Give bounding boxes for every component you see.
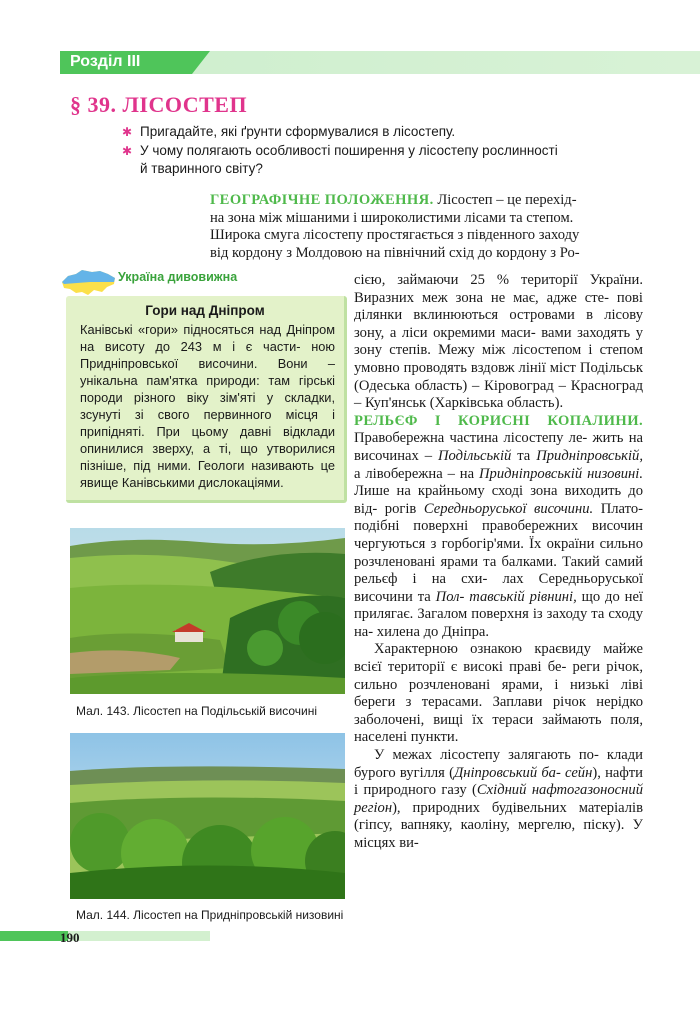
footer-tab (0, 931, 68, 941)
relief-term: Середньоруської височини. (423, 500, 594, 517)
minerals-text: У межах лісостепу залягають по- клади бурого вугілля ( (354, 747, 643, 781)
relief-text: Лише на крайньому сході зона виходить до від- рогів (354, 483, 643, 517)
landscape-paragraph: Характерною ознакою краєвиду майже всієї території є високі праві бе- реги річок, сильно розчленовані ярами, і низькі ліві береги з терасами. Заплави річок нерідко заболочені, вищі їх тераси займають поля, населені пункти. (354, 641, 643, 746)
bullet-icon: ✱ (122, 144, 133, 158)
relief-text: що до неї прилягає. Загалом поверхня із заходу та сходу на- хилена до Дніпра. (354, 588, 643, 640)
geo-line: Широка смуга лісостепу простягається з південного заходу (210, 227, 580, 244)
relief-text: а лівобережна – на (354, 465, 475, 482)
sidebar-title: Гори над Дніпром (145, 303, 265, 318)
sidebar-header: Україна дивовижна (118, 270, 238, 284)
question-item (118, 123, 638, 141)
question-item (118, 142, 638, 178)
geo-line: від кордону з Молдовою на північний схід до кордону з Ро- (210, 244, 580, 261)
geo-position-block (210, 192, 643, 262)
figure-caption: Мал. 143. Лісостеп на Подільській височині (76, 704, 318, 718)
question-text: Пригадайте, які ґрунти сформувалися в лісостепу. (140, 124, 456, 139)
geo-line1: Лісостеп – це перехід- (437, 192, 577, 208)
forest-steppe-prydniprovska-photo (70, 733, 345, 899)
geo-heading: ГЕОГРАФІЧНЕ ПОЛОЖЕННЯ. (210, 192, 434, 208)
relief-heading: РЕЛЬЄФ І КОРИСНІ КОПАЛИНИ. (354, 412, 643, 429)
relief-term: Придніпровській, (536, 447, 643, 464)
question-text-cont: й тваринного світу? (140, 161, 263, 176)
section-label: Розділ ІІІ (70, 53, 141, 70)
review-questions (118, 123, 638, 179)
lesson-title: § 39. ЛІСОСТЕП (70, 92, 248, 117)
geo-line: на зона між мішаними і широколистими лісами та степом. (210, 209, 574, 226)
minerals-term: Східний нафтогазоносний регіон (354, 782, 643, 816)
relief-text: Плато- подібні поверхні правобережних височин чергуються з горбогір'ями. Їх окраїни сильно розчленовані ярами та балками. Такий самий рельєф і на схи- лах Середньоруської височини та (354, 500, 643, 605)
bullet-icon: ✱ (122, 125, 133, 139)
forest-steppe-podilska-photo (70, 528, 345, 694)
minerals-text: ), нафти і природного газу ( (354, 764, 643, 799)
sidebar-text: Канівські «гори» підносяться над Дніпром на висоту до 243 м і є части- ною Придніпровської височини. Вони – унікальна пам'ятка природи: там гірські породи різного віку зім'яті у складки, зсунуті зі свого первинного місця і припідняті. При цьому давні відклади опинилися зверху, а ті, що утворилися пізніше, під ними. Геологи називають це явище Канівськими дислокаціями. (80, 322, 335, 490)
main-column (354, 272, 643, 853)
question-text: У чому полягають особливості поширення у лісостепу рослинності (140, 143, 558, 158)
minerals-term: Дніпровський ба- сейн (453, 764, 593, 781)
relief-term: Подільській (437, 447, 512, 464)
minerals-text: ), природних будівельних матеріалів (гіпсу, вапняку, каоліну, мергелю, піску). У місцях ви- (354, 799, 643, 851)
relief-text: та (517, 447, 531, 464)
figure-caption: Мал. 144. Лісостеп на Придніпровській низовині (76, 908, 344, 922)
relief-text: Правобережна частина лісостепу ле- жить на височинах – (354, 430, 643, 464)
relief-term: Пол- тавській рівнині, (435, 588, 577, 605)
page-number: 190 (60, 930, 80, 945)
geo-paragraph: сією, займаючи 25 % території України. Виразних меж зона не має, адже сте- пові ділянки вклинюються островами в лісову зону, а ліси окремими маси- вами заходять у зону степів. Межу між лісостепом і степом умовно проводять вздовж лінії міст Подільськ (Одеська область) – Кіровоград – Красноград – Куп'янськ (Харківська область). (354, 272, 643, 412)
ukraine-map-icon (60, 268, 118, 298)
relief-paragraph (354, 413, 643, 642)
relief-term: Придніпровській низовині. (479, 465, 643, 482)
minerals-paragraph (354, 747, 643, 853)
